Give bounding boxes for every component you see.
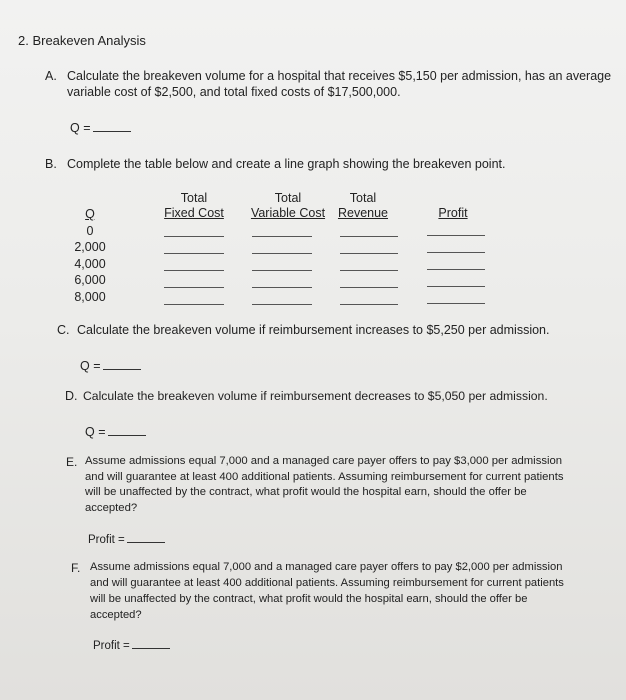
part-c-answer-blank[interactable] <box>103 359 141 370</box>
part-f-line2: and will guarantee at least 400 additional patients. Assuming reimbursement for current patients <box>90 577 564 589</box>
part-e-line1: Assume admissions equal 7,000 and a managed care payer offers to pay $3,000 per admission <box>85 455 563 467</box>
part-a-answer-label: Q = <box>70 121 91 135</box>
blank-profit-row3[interactable] <box>427 286 485 287</box>
blank-variable-row4[interactable] <box>252 304 312 305</box>
blank-fixed-row4[interactable] <box>164 304 224 305</box>
part-d-answer-label: Q = <box>85 425 106 439</box>
part-c-answer-label: Q = <box>80 359 101 373</box>
part-b-text: Complete the table below and create a line graph showing the breakeven point. <box>67 157 506 171</box>
part-b-label: B. <box>45 157 57 171</box>
part-f-answer-label: Profit = <box>93 640 130 652</box>
part-f-line1: Assume admissions equal 7,000 and a managed care payer offers to pay $2,000 per admission <box>90 561 563 573</box>
q-column <box>70 206 110 305</box>
part-a-label: A. <box>45 69 57 83</box>
part-d-answer <box>85 425 146 439</box>
blank-profit-row2[interactable] <box>427 269 485 270</box>
part-f-label: F. <box>71 561 81 575</box>
part-f-line4: accepted? <box>90 609 142 621</box>
blank-fixed-row3[interactable] <box>164 287 224 288</box>
blank-revenue-row2[interactable] <box>340 270 398 271</box>
blank-revenue-row3[interactable] <box>340 287 398 288</box>
part-d-answer-blank[interactable] <box>108 425 146 436</box>
blank-profit-row0[interactable] <box>427 235 485 236</box>
part-a-answer <box>70 121 131 135</box>
header-variable-top: Total <box>274 191 302 205</box>
q-value: 0 <box>86 223 94 238</box>
q-value: 6,000 <box>74 273 106 287</box>
part-e-line3: will be unaffected by the contract, what profit would the hospital earn, should the offer be <box>85 486 527 498</box>
header-variable-cost <box>249 191 327 221</box>
part-c-label: C. <box>57 323 70 337</box>
section-title: 2. Breakeven Analysis <box>18 33 146 48</box>
q-value: 2,000 <box>74 240 106 254</box>
header-variable-bottom: Variable Cost <box>250 206 326 220</box>
part-a-text-line2: variable cost of $2,500, and total fixed costs of $17,500,000. <box>67 85 401 99</box>
blank-revenue-row1[interactable] <box>340 253 398 254</box>
part-d-text: Calculate the breakeven volume if reimbursement decreases to $5,050 per admission. <box>83 389 548 403</box>
part-e-answer-label: Profit = <box>88 534 125 546</box>
part-c-text: Calculate the breakeven volume if reimbursement increases to $5,250 per admission. <box>77 323 550 337</box>
blank-fixed-row0[interactable] <box>164 236 224 237</box>
q-value: 8,000 <box>74 289 106 304</box>
header-q: Q <box>85 207 95 221</box>
blank-profit-row1[interactable] <box>427 252 485 253</box>
header-revenue-top: Total <box>349 191 377 205</box>
blank-revenue-row4[interactable] <box>340 304 398 305</box>
part-e-answer-blank[interactable] <box>127 532 165 543</box>
header-fixed-top: Total <box>180 191 208 205</box>
header-revenue <box>336 191 390 221</box>
header-fixed-cost <box>162 191 226 221</box>
header-profit: Profit <box>438 206 468 220</box>
header-revenue-bottom: Revenue <box>337 206 389 220</box>
part-f-answer-blank[interactable] <box>132 638 170 649</box>
part-e-answer <box>88 532 165 546</box>
blank-variable-row2[interactable] <box>252 270 312 271</box>
part-f-line3: will be unaffected by the contract, what profit would the hospital earn, should the offer be <box>90 593 528 605</box>
part-e-label: E. <box>66 455 78 469</box>
blank-revenue-row0[interactable] <box>340 236 398 237</box>
part-d-label: D. <box>65 389 78 403</box>
blank-variable-row1[interactable] <box>252 253 312 254</box>
blank-profit-row4[interactable] <box>427 303 485 304</box>
blank-fixed-row2[interactable] <box>164 270 224 271</box>
part-e-line4: accepted? <box>85 502 138 514</box>
blank-variable-row3[interactable] <box>252 287 312 288</box>
part-a-answer-blank[interactable] <box>93 121 131 132</box>
part-f-answer <box>93 638 170 652</box>
q-value: 4,000 <box>74 256 106 271</box>
part-e-line2: and will guarantee at least 400 additional patients. Assuming reimbursement for current patients <box>85 471 564 483</box>
blank-variable-row0[interactable] <box>252 236 312 237</box>
blank-fixed-row1[interactable] <box>164 253 224 254</box>
header-fixed-bottom: Fixed Cost <box>164 206 224 220</box>
part-c-answer <box>80 359 141 373</box>
part-a-text-line1: Calculate the breakeven volume for a hospital that receives $5,150 per admission, has an average <box>67 69 612 83</box>
